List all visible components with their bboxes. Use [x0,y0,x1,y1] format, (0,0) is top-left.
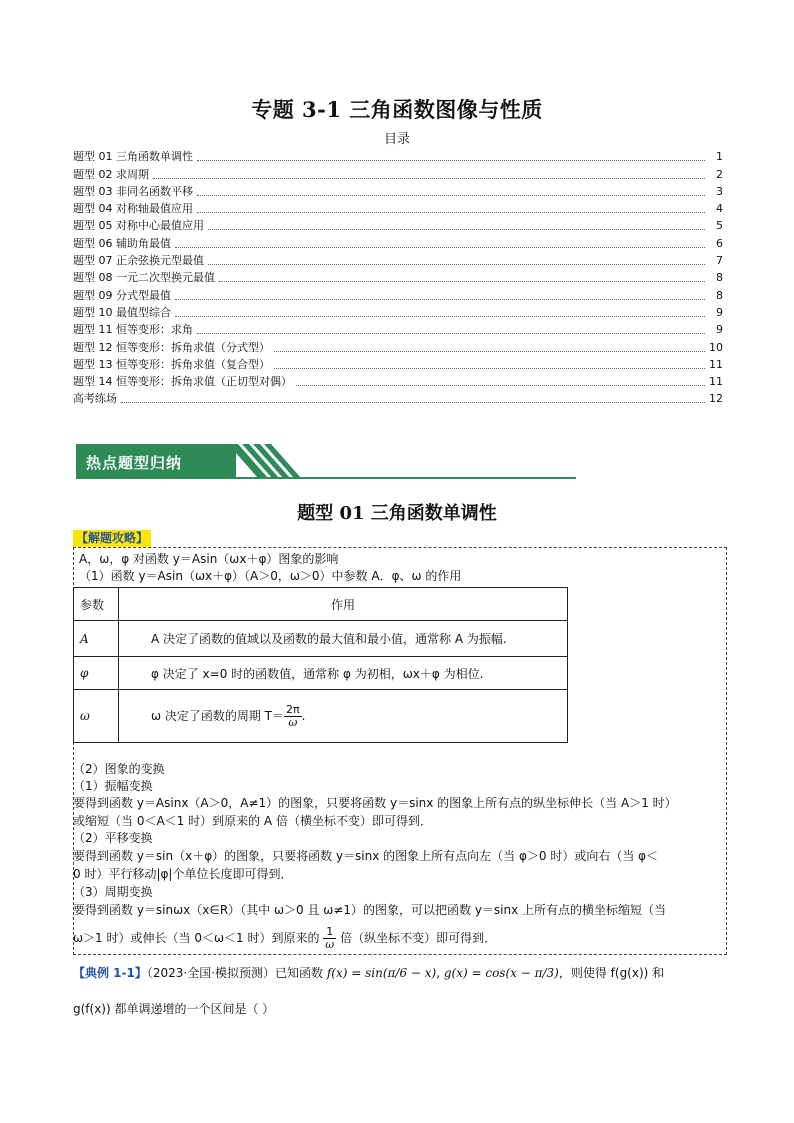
strategy-tag: 【解题攻略】 [73,530,151,547]
toc-leader-dots [208,263,705,265]
intro-line: A，ω，φ 对函数 y＝Asin（ωx＋φ）图象的影响 [79,552,339,566]
period-line-2-start: ω＞1 时）或伸长（当 0＜ω＜1 时）到原来的 [73,931,320,945]
toc-leader-dots [208,228,705,230]
table-of-contents [73,147,723,406]
toc-entry-label: 题型 14 恒等变形：拆角求值（正切型对偶） [73,375,292,389]
f-definition: f(x) = sin(π/6 − x) [326,966,437,980]
table-cell-param: φ [74,657,119,690]
table-header-row [74,588,568,621]
toc-entry-label: 高考练场 [73,392,117,406]
amplitude-heading: （1）振幅变换 [73,779,153,793]
toc-leader-dots [175,246,705,248]
toc-entry[interactable] [73,285,723,302]
example-line-1: 【典例 1-1】（2023·全国·模拟预测）已知函数 f(x) = sin(π/6 − x), g(x) = cos(x − π/3)，则使得 f(g(x)) 和 [73,966,665,980]
toc-entry-label: 题型 04 对称轴最值应用 [73,202,193,216]
toc-entry[interactable] [73,389,723,406]
table-header-effect: 作用 [119,588,568,621]
toc-entry-label: 题型 13 恒等变形：拆角求值（复合型） [73,357,270,371]
banner-underline [76,477,576,479]
toc-leader-dots [197,194,705,196]
table-cell-effect: φ 决定了 x=0 时的函数值，通常称 φ 为初相，ωx＋φ 为相位. [119,657,568,690]
toc-entry-label: 题型 06 辅助角最值 [73,236,171,250]
toc-entry-page: 3 [716,184,723,198]
toc-entry[interactable] [73,355,723,372]
page-title: 专题 3-1 三角函数图像与性质 [251,97,543,122]
toc-entry[interactable] [73,182,723,199]
toc-heading: 目录 [383,132,410,147]
inverse-omega-fraction [323,926,336,951]
example-tag: 【典例 1-1】 [73,966,147,980]
table-cell-effect [119,690,568,743]
section-title: 题型 01 三角函数单调性 [297,503,497,524]
banner-stripes [228,444,328,478]
toc-leader-dots [197,332,705,334]
toc-entry-page: 10 [709,340,723,354]
toc-entry[interactable] [73,233,723,250]
intro-sub: （1）函数 y＝Asin（ωx＋φ）（A＞0，ω＞0）中参数 A．φ、ω 的作用 [79,569,462,583]
toc-entry[interactable] [73,164,723,181]
table-row [74,621,568,657]
shift-line-2: 0 时）平行移动|φ|个单位长度即可得到． [73,867,293,881]
toc-entry[interactable] [73,320,723,337]
shift-heading: （2）平移变换 [73,831,153,845]
toc-entry-page: 8 [716,288,723,302]
period-heading: （3）周期变换 [73,885,153,899]
g-definition: g(x) = cos(x − π/3) [443,966,559,980]
fraction-denominator: ω [325,938,335,951]
table-cell-param: A [74,621,119,657]
amplitude-line-2: 或缩短（当 0＜A＜1 时）到原来的 A 倍（横坐标不变）即可得到． [73,814,432,828]
toc-leader-dots [121,401,705,403]
table-row [74,657,568,690]
toc-leader-dots [296,384,705,386]
toc-leader-dots [153,177,705,179]
toc-entry-page: 11 [709,375,723,389]
toc-leader-dots [274,350,705,352]
period-fraction [284,704,302,729]
toc-entry-label: 题型 02 求周期 [73,167,149,181]
toc-entry[interactable] [73,199,723,216]
toc-entry-page: 9 [716,305,723,319]
period-line-1: 要得到函数 y＝sinωx（x∈R）（其中 ω＞0 且 ω≠1）的图象，可以把函数 y＝sinx 上所有点的横坐标缩短（当 [73,903,667,917]
example-question: ，则使得 f(g(x)) 和 [558,966,665,980]
toc-leader-dots [175,298,705,300]
fraction-numerator: 2π [286,702,300,716]
amplitude-line-1: 要得到函数 y＝Asinx（A＞0，A≠1）的图象，只要将函数 y＝sinx 的图象上所有点的纵坐标伸长（当 A＞1 时） [73,796,677,810]
parameter-table [73,587,568,743]
table-cell-effect: A 决定了函数的值域以及函数的最大值和最小值，通常称 A 为振幅. [119,621,568,657]
table-cell-param: ω [74,690,119,743]
toc-entry-page: 9 [716,323,723,337]
toc-entry-page: 1 [716,150,723,164]
toc-entry[interactable] [73,268,723,285]
section-banner [76,444,576,480]
effect-text: ω 决定了函数的周期 T＝ [151,708,285,723]
fraction-numerator: 1 [323,926,336,939]
toc-entry[interactable] [73,251,723,268]
toc-entry-label: 题型 10 最值型综合 [73,305,171,319]
toc-entry-label: 题型 08 一元二次型换元最值 [73,271,215,285]
shift-line-1: 要得到函数 y＝sin（x＋φ）的图象，只要将函数 y＝sinx 的图象上所有点向左（当 φ＞0 时）或向右（当 φ＜ [73,849,659,863]
toc-entry-page: 11 [709,357,723,371]
table-header-param: 参数 [74,588,119,621]
banner-text: 热点题型归纳 [86,454,183,472]
example-line-2: g(f(x)) 都单调递增的一个区间是（ ） [73,1002,275,1016]
toc-leader-dots [274,367,705,369]
toc-entry-page: 12 [709,392,723,406]
toc-entry-label: 题型 01 三角函数单调性 [73,150,193,164]
toc-entry-page: 8 [716,271,723,285]
toc-entry[interactable] [73,147,723,164]
toc-entry-page: 2 [716,167,723,181]
toc-entry-label: 题型 07 正余弦换元型最值 [73,254,204,268]
toc-entry-label: 题型 09 分式型最值 [73,288,171,302]
period-line-2-end: 倍（纵坐标不变）即可得到． [340,931,497,945]
example-source: （2023·全国·模拟预测）已知函数 [146,966,324,980]
toc-entry-page: 5 [716,219,723,233]
toc-entry-label: 题型 03 非同名函数平移 [73,184,193,198]
toc-leader-dots [197,159,705,161]
fraction-denominator: ω [288,715,298,729]
toc-leader-dots [175,315,705,317]
toc-entry[interactable] [73,303,723,320]
toc-entry-label: 题型 11 恒等变形：求角 [73,323,193,337]
toc-entry[interactable] [73,216,723,233]
toc-leader-dots [197,211,705,213]
effect-tail: . [301,708,306,723]
toc-entry-label: 题型 12 恒等变形：拆角求值（分式型） [73,340,270,354]
toc-entry[interactable] [73,372,723,389]
transform-heading: （2）图象的变换 [73,762,165,776]
toc-entry-label: 题型 05 对称中心最值应用 [73,219,204,233]
table-row [74,690,568,743]
toc-entry[interactable] [73,337,723,354]
toc-entry-page: 4 [716,202,723,216]
toc-leader-dots [219,280,705,282]
toc-entry-page: 7 [716,254,723,268]
period-line-2 [73,926,496,951]
toc-entry-page: 6 [716,236,723,250]
